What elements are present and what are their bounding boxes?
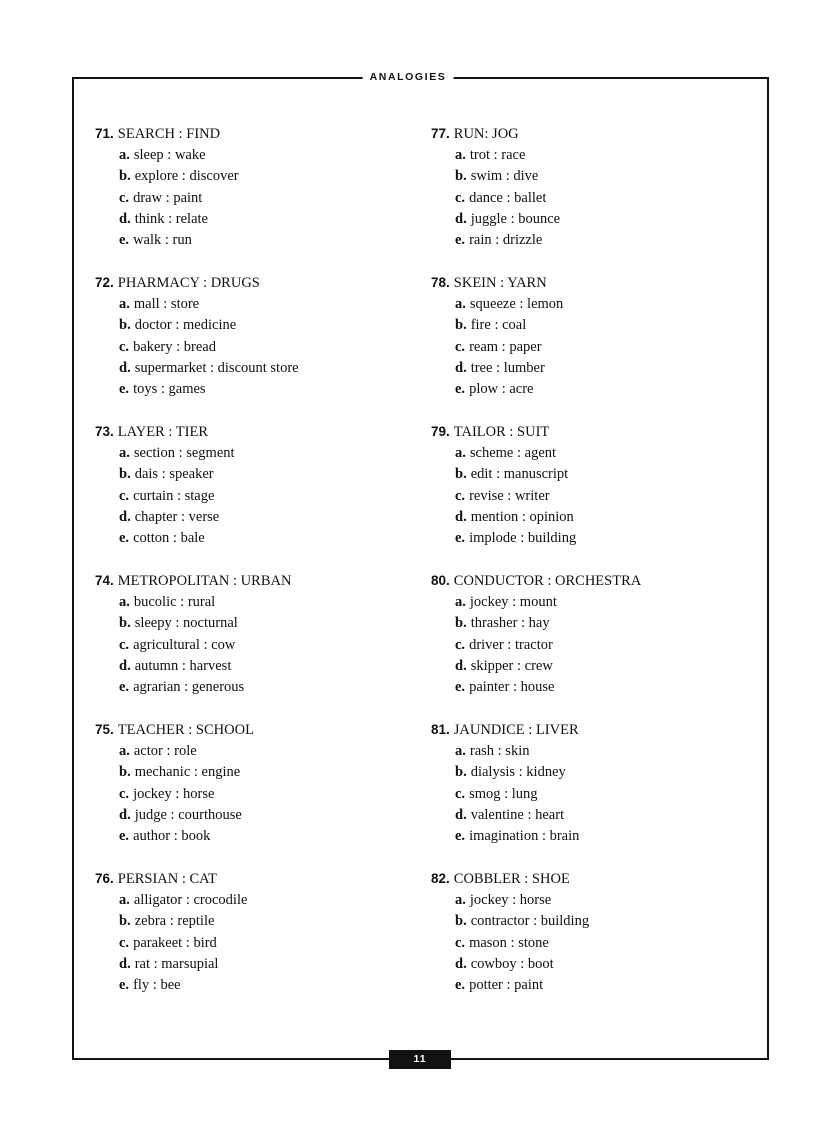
choice-letter: d. [119,359,131,376]
choice-letter: e. [119,977,130,994]
answer-choice [431,613,641,634]
answer-choice [95,443,299,464]
question [431,571,641,720]
choice-letter: c. [119,338,130,355]
question [95,273,299,422]
answer-choice [431,507,641,528]
answer-choice [95,805,299,826]
answer-choice [431,784,641,805]
choice-letter: c. [455,636,466,653]
choice-text: rash : skin [469,743,530,759]
question-stem-text: CONDUCTOR : ORCHESTRA [453,573,642,589]
choice-letter: b. [455,764,467,781]
answer-choice [431,826,641,847]
choice-letter: e. [455,977,466,994]
choice-letter: c. [455,189,466,206]
choice-letter: c. [119,189,130,206]
choice-text: sleep : wake [133,147,206,163]
choice-letter: d. [455,806,467,823]
choice-letter: d. [119,657,131,674]
question-stem-text: TEACHER : SCHOOL [117,722,254,738]
answer-choice [431,230,641,251]
choice-letter: a. [455,147,466,163]
choice-letter: a. [119,296,130,312]
choice-letter: b. [455,317,467,334]
choice-text: curtain : stage [133,487,215,504]
choice-text: swim : dive [470,168,539,185]
answer-choice [95,209,299,230]
choice-text: jockey : mount [469,594,557,610]
choice-letter: a. [455,892,466,908]
answer-choice [95,890,299,911]
answer-choice [95,656,299,677]
choice-text: actor : role [133,743,197,759]
question-stem-text: JAUNDICE : LIVER [453,722,579,738]
question-stem [95,124,299,145]
answer-choice [431,762,641,783]
answer-choice [431,486,641,507]
answer-choice [431,166,641,187]
question-number: 74. [95,573,114,588]
choice-text: thrasher : hay [470,615,550,632]
choice-text: supermarket : discount store [134,359,299,376]
answer-choice [431,315,641,336]
choice-text: author : book [133,828,211,845]
choice-text: contractor : building [470,913,590,930]
choice-text: imagination : brain [469,828,580,845]
choice-letter: c. [119,636,130,653]
question-number: 82. [431,871,450,886]
choice-letter: b. [119,317,131,334]
question-number: 71. [95,126,114,141]
choice-text: think : relate [134,210,208,227]
question [431,720,641,869]
choice-letter: d. [455,359,467,376]
choice-text: valentine : heart [470,806,565,823]
choice-text: juggle : bounce [470,210,561,227]
answer-choice [95,762,299,783]
answer-choice [431,528,641,549]
choice-text: fire : coal [470,317,527,334]
choice-letter: e. [455,679,466,696]
choice-letter: d. [455,508,467,525]
choice-letter: e. [119,679,130,696]
answer-choice [431,337,641,358]
question-stem-text: METROPOLITAN : URBAN [117,573,292,589]
question-stem [431,124,641,145]
choice-text: toys : games [133,381,206,398]
answer-choice [431,592,641,613]
answer-choice [95,507,299,528]
choice-text: driver : tractor [469,636,553,653]
choice-text: bucolic : rural [133,594,216,610]
answer-choice [95,826,299,847]
question-number: 72. [95,275,114,290]
answer-choice [431,188,641,209]
question [95,869,299,1018]
choice-text: mason : stone [469,934,549,951]
question [431,422,641,571]
answer-choice [431,954,641,975]
choice-letter: c. [455,338,466,355]
answer-choice [431,911,641,932]
choice-letter: d. [119,806,131,823]
question-stem [95,422,299,443]
choice-text: rain : drizzle [469,232,543,249]
question-stem-text: SKEIN : YARN [453,275,547,291]
choice-text: chapter : verse [134,508,220,525]
answer-choice [95,294,299,315]
answer-choice [431,358,641,379]
question [95,720,299,869]
choice-letter: a. [455,743,466,759]
choice-text: cowboy : boot [470,955,554,972]
choice-letter: a. [119,445,130,461]
choice-text: jockey : horse [133,785,215,802]
answer-choice [95,188,299,209]
answer-choice [431,975,641,996]
answer-choice [431,933,641,954]
question-stem-text: RUN: JOG [453,126,519,142]
section-title: ANALOGIES [363,70,454,84]
question-stem [95,273,299,294]
answer-choice [95,358,299,379]
choice-text: dais : speaker [134,466,214,483]
answer-choice [95,784,299,805]
choice-text: jockey : horse [469,892,552,908]
answer-choice [431,677,641,698]
answer-choice [95,635,299,656]
answer-choice [95,741,299,762]
choice-text: doctor : medicine [134,317,237,334]
choice-text: bakery : bread [133,338,216,355]
question-number: 78. [431,275,450,290]
left-column [95,124,299,1018]
question-stem-text: COBBLER : SHOE [453,871,570,887]
answer-choice [95,933,299,954]
choice-letter: b. [119,168,131,185]
question [95,571,299,720]
choice-letter: b. [119,615,131,632]
choice-letter: e. [119,381,130,398]
question-number: 79. [431,424,450,439]
choice-text: revise : writer [469,487,550,504]
answer-choice [95,911,299,932]
question-number: 81. [431,722,450,737]
question [431,124,641,273]
choice-letter: d. [119,508,131,525]
choice-letter: c. [455,934,466,951]
answer-choice [95,337,299,358]
question-stem [95,571,299,592]
answer-choice [95,975,299,996]
page-number: 11 [389,1050,451,1069]
choice-text: walk : run [133,232,192,249]
choice-letter: b. [455,168,467,185]
answer-choice [431,443,641,464]
question [431,273,641,422]
choice-letter: c. [455,487,466,504]
answer-choice [95,592,299,613]
choice-letter: e. [455,828,466,845]
question-number: 76. [95,871,114,886]
choice-text: agrarian : generous [133,679,245,696]
answer-choice [95,486,299,507]
choice-letter: c. [119,487,130,504]
choice-letter: b. [119,466,131,483]
question [95,124,299,273]
question-stem-text: TAILOR : SUIT [453,424,550,440]
choice-text: sleepy : nocturnal [134,615,238,632]
answer-choice [431,145,641,166]
choice-letter: a. [119,743,130,759]
question [431,869,641,1018]
question-stem-text: LAYER : TIER [117,424,209,440]
question-stem-text: PERSIAN : CAT [117,871,217,887]
choice-text: judge : courthouse [134,806,242,823]
answer-choice [431,656,641,677]
choice-letter: a. [119,594,130,610]
choice-letter: b. [119,913,131,930]
choice-letter: e. [119,232,130,249]
choice-text: plow : acre [469,381,534,398]
answer-choice [431,805,641,826]
choice-text: tree : lumber [470,359,545,376]
answer-choice [95,677,299,698]
choice-text: agricultural : cow [133,636,236,653]
choice-text: trot : race [469,147,526,163]
question-number: 77. [431,126,450,141]
question-stem [431,422,641,443]
question-stem-text: PHARMACY : DRUGS [117,275,260,291]
choice-text: skipper : crew [470,657,553,674]
question-stem [95,869,299,890]
choice-text: edit : manuscript [470,466,569,483]
choice-letter: b. [119,764,131,781]
choice-letter: d. [455,657,467,674]
choice-text: dance : ballet [469,189,547,206]
answer-choice [431,635,641,656]
choice-text: implode : building [469,530,577,547]
answer-choice [95,613,299,634]
choice-letter: c. [455,785,466,802]
choice-letter: c. [119,785,130,802]
choice-text: explore : discover [134,168,239,185]
choice-text: parakeet : bird [133,934,217,951]
choice-text: squeeze : lemon [469,296,564,312]
choice-letter: d. [455,955,467,972]
choice-text: potter : paint [469,977,544,994]
choice-letter: e. [455,381,466,398]
question-number: 80. [431,573,450,588]
choice-letter: a. [119,147,130,163]
choice-text: rat : marsupial [134,955,219,972]
question-stem [431,273,641,294]
answer-choice [95,379,299,400]
choice-text: fly : bee [133,977,181,994]
answer-choice [95,954,299,975]
question-stem [431,869,641,890]
choice-letter: b. [455,615,467,632]
choice-text: draw : paint [133,189,203,206]
answer-choice [431,890,641,911]
answer-choice [95,315,299,336]
answer-choice [431,209,641,230]
answer-choice [95,464,299,485]
choice-letter: a. [455,594,466,610]
question-number: 75. [95,722,114,737]
question-stem [431,720,641,741]
choice-text: ream : paper [469,338,542,355]
answer-choice [431,464,641,485]
choice-letter: c. [119,934,130,951]
answer-choice [431,379,641,400]
choice-letter: a. [455,296,466,312]
question-number: 73. [95,424,114,439]
choice-letter: b. [455,466,467,483]
question [95,422,299,571]
choice-text: mention : opinion [470,508,574,525]
choice-letter: d. [119,955,131,972]
choice-letter: d. [119,210,131,227]
question-stem [431,571,641,592]
choice-letter: d. [455,210,467,227]
choice-text: smog : lung [469,785,538,802]
choice-letter: a. [119,892,130,908]
choice-letter: b. [455,913,467,930]
choice-text: dialysis : kidney [470,764,566,781]
choice-text: autumn : harvest [134,657,232,674]
answer-choice [95,528,299,549]
choice-text: painter : house [469,679,555,696]
answer-choice [95,230,299,251]
choice-letter: e. [119,530,130,547]
question-stem [95,720,299,741]
choice-letter: e. [455,232,466,249]
answer-choice [431,741,641,762]
choice-letter: e. [455,530,466,547]
right-column [431,124,641,1018]
answer-choice [95,166,299,187]
choice-text: alligator : crocodile [133,892,248,908]
choice-text: mechanic : engine [134,764,241,781]
choice-text: scheme : agent [469,445,557,461]
answer-choice [95,145,299,166]
answer-choice [431,294,641,315]
choice-text: cotton : bale [133,530,205,547]
choice-text: mall : store [133,296,200,312]
choice-letter: e. [119,828,130,845]
choice-text: section : segment [133,445,235,461]
question-stem-text: SEARCH : FIND [117,126,221,142]
choice-letter: a. [455,445,466,461]
choice-text: zebra : reptile [134,913,215,930]
